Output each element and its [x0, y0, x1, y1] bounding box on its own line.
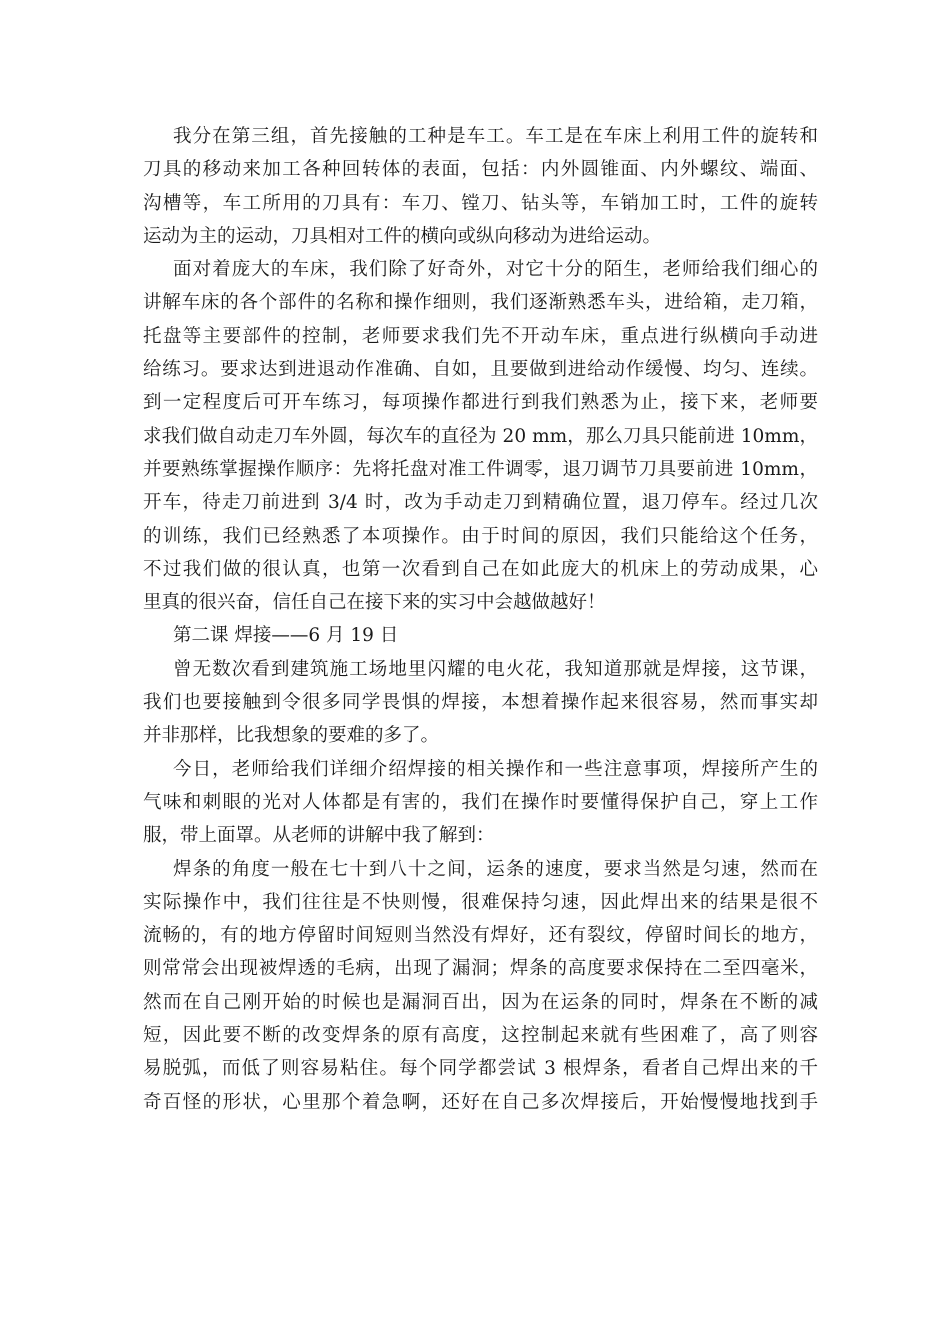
text-line: 流畅的，有的地方停留时间短则当然没有焊好，还有裂纹，停留时间长的地方，	[143, 925, 818, 947]
text-line: 讲解车床的各个部件的名称和操作细则，我们逐渐熟悉车头，进给箱，走刀箱，	[143, 292, 818, 314]
text-line: 曾无数次看到建筑施工场地里闪耀的电火花，我知道那就是焊接，这节课，	[173, 658, 818, 680]
text-line: 易脱弧，而低了则容易粘住。每个同学都尝试 3 根焊条，看者自己焊出来的千	[143, 1058, 818, 1080]
text-line: 面对着庞大的车床，我们除了好奇外，对它十分的陌生，老师给我们细心的	[173, 259, 818, 281]
text-line: 则常常会出现被焊透的毛病，出现了漏洞；焊条的高度要求保持在二至四毫米，	[143, 958, 818, 980]
text-line: 然而在自己刚开始的时候也是漏洞百出，因为在运条的同时，焊条在不断的减	[143, 991, 818, 1013]
text-line: 的训练，我们已经熟悉了本项操作。由于时间的原因，我们只能给这个任务，	[143, 525, 818, 547]
text-line: 服，带上面罩。从老师的讲解中我了解到：	[143, 825, 495, 847]
text-line: 不过我们做的很认真，也第一次看到自己在如此庞大的机床上的劳动成果，心	[143, 558, 818, 580]
text-line: 短，因此要不断的改变焊条的原有高度，这控制起来就有些困难了，高了则容	[143, 1025, 818, 1047]
text-line: 今日，老师给我们详细介绍焊接的相关操作和一些注意事项，焊接所产生的	[173, 758, 818, 780]
text-line: 我分在第三组，首先接触的工种是车工。车工是在车床上利用工件的旋转和	[173, 126, 818, 147]
text-line: 里真的很兴奋，信任自己在接下来的实习中会越做越好！	[143, 592, 606, 614]
text-line: 气味和刺眼的光对人体都是有害的，我们在操作时要懂得保护自己，穿上工作	[143, 791, 818, 813]
text-line: 托盘等主要部件的控制，老师要求我们先不开动车床，重点进行纵横向手动进	[143, 325, 818, 347]
text-line: 开车，待走刀前进到 3/4 时，改为手动走刀到精确位置，退刀停车。经过几次	[143, 492, 818, 514]
text-line: 并非那样，比我想象的要难的多了。	[143, 725, 440, 747]
text-line: 实际操作中，我们往往是不快则慢，很难保持匀速，因此焊出来的结果是很不	[143, 891, 818, 913]
text-line: 并要熟练掌握操作顺序：先将托盘对准工件调零，退刀调节刀具要前进 10mm，	[143, 458, 818, 480]
document-body	[143, 120, 818, 1119]
text-line: 刀具的移动来加工各种回转体的表面，包括：内外圆锥面、内外螺纹、端面、	[143, 159, 818, 181]
text-line: 焊条的角度一般在七十到八十之间，运条的速度，要求当然是匀速，然而在	[173, 858, 818, 880]
text-line: 给练习。要求达到进退动作准确、自如，且要做到进给动作缓慢、均匀、连续。	[143, 359, 818, 381]
text-line: 沟槽等，车工所用的刀具有：车刀、镗刀、钻头等，车销加工时，工件的旋转	[143, 192, 818, 214]
text-line: 奇百怪的形状，心里那个着急啊，还好在自己多次焊接后，开始慢慢地找到手	[143, 1091, 818, 1113]
text-line: 第二课 焊接——6 月 19 日	[173, 625, 399, 647]
text-line: 到一定程度后可开车练习，每项操作都进行到我们熟悉为止，接下来，老师要	[143, 392, 818, 414]
text-line: 求我们做自动走刀车外圆，每次车的直径为 20 mm，那么刀具只能前进 10mm，	[143, 425, 818, 447]
text-line: 我们也要接触到令很多同学畏惧的焊接，本想着操作起来很容易，然而事实却	[143, 692, 818, 714]
text-line: 运动为主的运动，刀具相对工件的横向或纵向移动为进给运动。	[143, 225, 662, 247]
